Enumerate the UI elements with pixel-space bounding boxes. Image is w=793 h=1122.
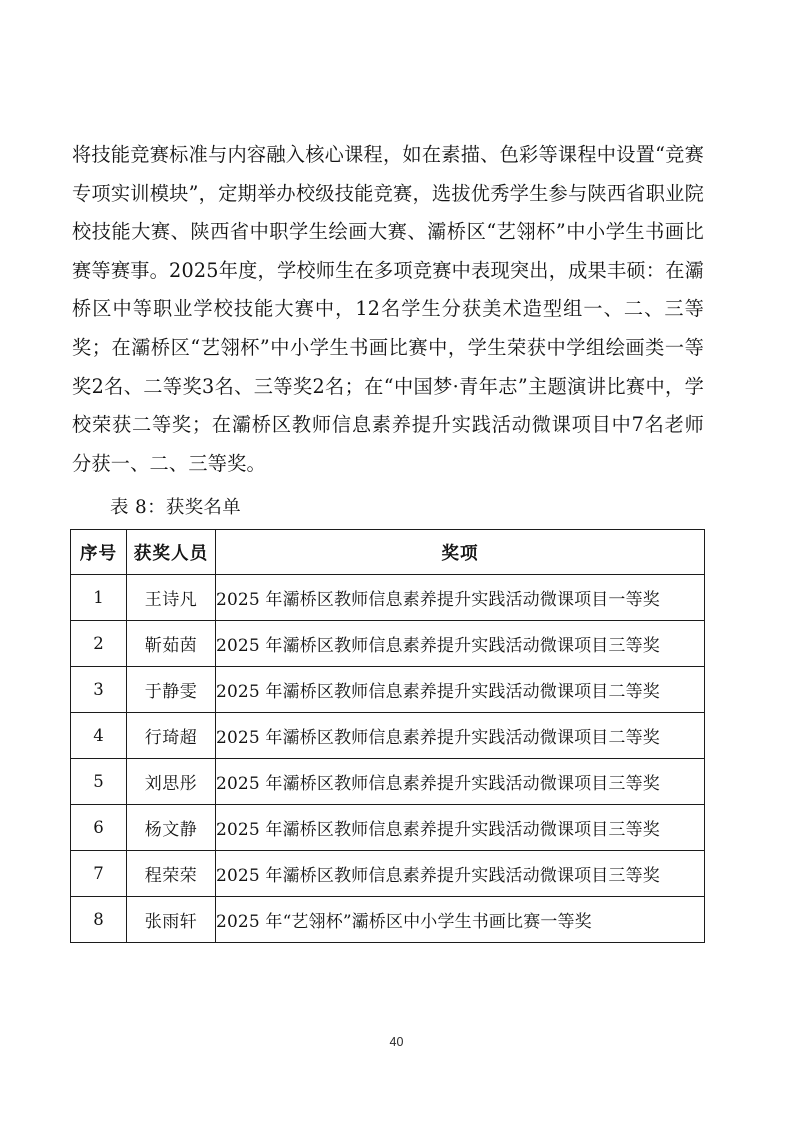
table-row [71, 897, 705, 943]
table-header-row [71, 530, 705, 575]
table-caption: 表 8：获奖名单 [110, 497, 242, 519]
cell-name: 杨文静 [127, 805, 216, 851]
cell-index: 2 [71, 621, 127, 667]
cell-index: 3 [71, 667, 127, 713]
cell-index: 8 [71, 897, 127, 943]
cell-award: 2025 年灞桥区教师信息素养提升实践活动微课项目二等奖 [216, 667, 705, 713]
cell-index: 5 [71, 759, 127, 805]
award-list-table [70, 529, 705, 943]
table-body [71, 575, 705, 943]
cell-award: 2025 年灞桥区教师信息素养提升实践活动微课项目三等奖 [216, 759, 705, 805]
cell-award: 2025 年灞桥区教师信息素养提升实践活动微课项目三等奖 [216, 621, 705, 667]
column-header-name: 获奖人员 [127, 530, 216, 575]
cell-name: 行琦超 [127, 713, 216, 759]
table-row [71, 575, 705, 621]
cell-name: 张雨轩 [127, 897, 216, 943]
cell-award: 2025 年灞桥区教师信息素养提升实践活动微课项目一等奖 [216, 575, 705, 621]
table-row [71, 621, 705, 667]
cell-index: 7 [71, 851, 127, 897]
cell-name: 王诗凡 [127, 575, 216, 621]
table-row [71, 759, 705, 805]
cell-award: 2025 年灞桥区教师信息素养提升实践活动微课项目二等奖 [216, 713, 705, 759]
cell-award: 2025 年灞桥区教师信息素养提升实践活动微课项目三等奖 [216, 805, 705, 851]
cell-award: 2025 年灞桥区教师信息素养提升实践活动微课项目三等奖 [216, 851, 705, 897]
cell-index: 4 [71, 713, 127, 759]
cell-name: 于静雯 [127, 667, 216, 713]
table-row [71, 805, 705, 851]
cell-name: 靳茹茵 [127, 621, 216, 667]
cell-index: 1 [71, 575, 127, 621]
page-content [70, 136, 704, 943]
cell-index: 6 [71, 805, 127, 851]
column-header-award: 奖项 [216, 530, 705, 575]
cell-name: 刘思彤 [127, 759, 216, 805]
page-number: 40 [389, 1035, 404, 1049]
body-paragraph: 将技能竞赛标准与内容融入核心课程，如在素描、色彩等课程中设置“竞赛专项实训模块”，定期举办校级技能竞赛，选拔优秀学生参与陕西省职业院校技能大赛、陕西省中职学生绘画大赛、灞桥区“艺翎杯”中小学生书画比赛等赛事。2025年度，学校师生在多项竞赛中表现突出，成果丰硕：在灞桥区中等职业学校技能大赛中，12名学生分获美术造型组一、二、三等奖；在灞桥区“艺翎杯”中小学生书画比赛中，学生荣获中学组绘画类一等奖2名、二等奖3名、三等奖2名；在“中国梦·青年志”主题演讲比赛中，学校荣获二等奖；在灞桥区教师信息素养提升实践活动微课项目中7名老师分获一、二、三等奖。 [72, 143, 704, 475]
cell-name: 程荣荣 [127, 851, 216, 897]
column-header-index: 序号 [71, 530, 127, 575]
table-header [71, 530, 705, 575]
table-row [71, 667, 705, 713]
table-row [71, 851, 705, 897]
cell-award: 2025 年“艺翎杯”灞桥区中小学生书画比赛一等奖 [216, 897, 705, 943]
table-row [71, 713, 705, 759]
